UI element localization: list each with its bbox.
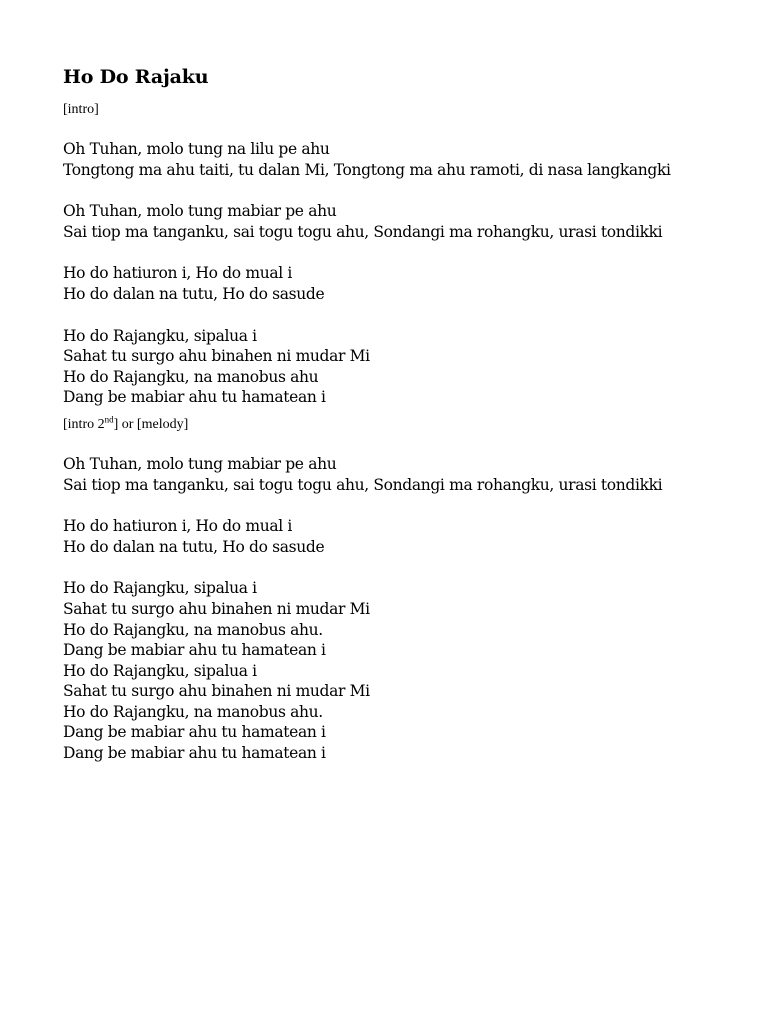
lyrics-section-2 xyxy=(63,454,743,764)
stanza xyxy=(63,263,743,304)
lyric-line: Oh Tuhan, molo tung mabiar pe ahu xyxy=(63,454,337,473)
lyric-line: Dang be mabiar ahu tu hamatean i xyxy=(63,641,326,660)
lyric-line: Ho do hatiuron i, Ho do mual i xyxy=(63,264,293,283)
stanza xyxy=(63,201,743,242)
stanza-spacer xyxy=(63,305,743,326)
lyric-line: Sahat tu surgo ahu binahen ni mudar Mi xyxy=(63,682,370,701)
lyric-line: Dang be mabiar ahu tu hamatean i xyxy=(63,723,326,742)
lyrics-document xyxy=(63,64,743,764)
lyric-line: Oh Tuhan, molo tung mabiar pe ahu xyxy=(63,202,337,221)
lyric-line: Sai tiop ma tanganku, sai togu togu ahu, Sondangi ma rohangku, urasi tondikki xyxy=(63,222,663,241)
stanza xyxy=(63,578,743,763)
lyric-line: Dang be mabiar ahu tu hamatean i xyxy=(63,388,326,407)
song-title: Ho Do Rajaku xyxy=(63,66,209,88)
lyric-line: Ho do Rajangku, sipalua i xyxy=(63,579,257,598)
lyric-line: Oh Tuhan, molo tung na lilu pe ahu xyxy=(63,140,330,158)
lyric-line: Tongtong ma ahu taiti, tu dalan Mi, Tongtong ma ahu ramoti, di nasa langkangki xyxy=(63,160,671,179)
spacer xyxy=(63,118,743,139)
spacer xyxy=(63,433,743,454)
lyric-line: Ho do hatiuron i, Ho do mual i xyxy=(63,517,293,536)
lyrics-section-1 xyxy=(63,139,743,408)
intro-tag: [intro] xyxy=(63,102,99,117)
lyric-line: Sai tiop ma tanganku, sai togu togu ahu, Sondangi ma rohangku, urasi tondikki xyxy=(63,475,663,494)
lyric-line: Ho do dalan na tutu, Ho do sasude xyxy=(63,284,325,303)
stanza-spacer xyxy=(63,180,743,201)
lyric-line: Ho do Rajangku, sipalua i xyxy=(63,661,257,680)
stanza-spacer xyxy=(63,557,743,578)
stanza-spacer xyxy=(63,495,743,516)
stanza xyxy=(63,454,743,495)
spacer xyxy=(63,408,743,417)
intro2-tag xyxy=(63,414,743,433)
intro2-prefix: [intro 2 xyxy=(63,416,105,432)
stanza-spacer xyxy=(63,242,743,263)
lyric-line: Ho do Rajangku, na manobus ahu. xyxy=(63,620,323,639)
lyric-line: Sahat tu surgo ahu binahen ni mudar Mi xyxy=(63,347,370,366)
lyric-line: Dang be mabiar ahu tu hamatean i xyxy=(63,744,326,763)
intro2-suffix: ] or [melody] xyxy=(113,416,189,432)
intro2-superscript: nd xyxy=(104,414,114,425)
lyric-line: Sahat tu surgo ahu binahen ni mudar Mi xyxy=(63,599,370,618)
stanza xyxy=(63,326,743,408)
lyric-line: Ho do Rajangku, sipalua i xyxy=(63,326,257,345)
lyric-line: Ho do Rajangku, na manobus ahu xyxy=(63,367,319,386)
stanza xyxy=(63,139,743,180)
lyric-line: Ho do dalan na tutu, Ho do sasude xyxy=(63,537,325,556)
lyric-line: Ho do Rajangku, na manobus ahu. xyxy=(63,702,323,721)
stanza xyxy=(63,516,743,557)
